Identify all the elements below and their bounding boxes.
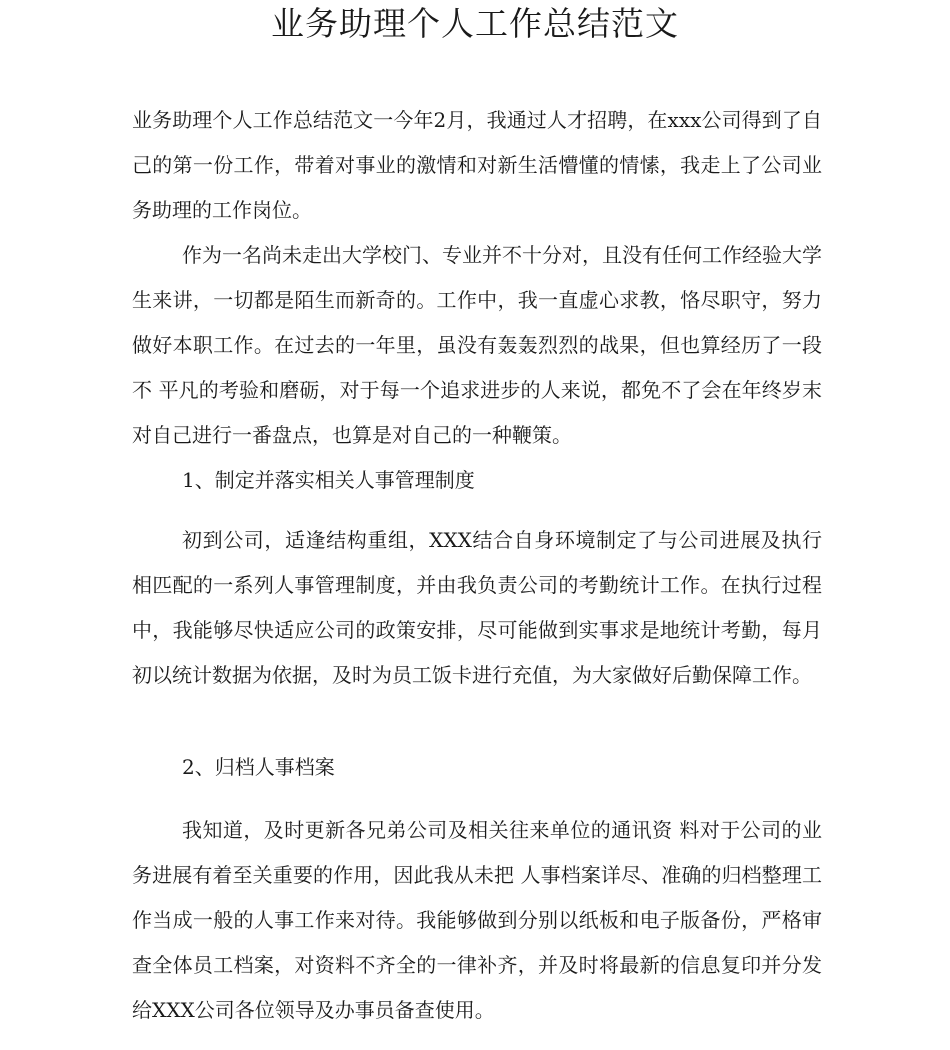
paragraph-background: 作为一名尚未走出大学校门、专业并不十分对，且没有任何工作经验大学生来讲，一切都是陌生而新奇的。工作中，我一直虚心求教，恪尽职守，努力做好本职工作。在过去的一年里，虽没有轰轰烈烈的战果，但也算经历了一段不 平凡的考验和磨砺，对于每一个追求进步的人来说，都免不了会在年终岁末对自己进行一番盘点，也算是对自己的一种鞭策。 (132, 243, 822, 447)
section-heading-2: 2、归档人事档案 (182, 755, 335, 779)
section-body-1: 初到公司，适逢结构重组，XXX结合自身环境制定了与公司进展及执行相匹配的一系列人事管理制度，并由我负责公司的考勤统计工作。在执行过程中，我能够尽快适应公司的政策安排，尽可能做到实事求是地统计考勤，每月初以统计数据为依据，及时为员工饭卡进行充值，为大家做好后勤保障工作。 (132, 528, 822, 687)
paragraph-intro: 业务助理个人工作总结范文一今年2月，我通过人才招聘，在xxx公司得到了自己的第一份工作，带着对事业的激情和对新生活懵懂的情愫，我走上了公司业务助理的工作岗位。 (132, 108, 822, 222)
section-body-2: 我知道，及时更新各兄弟公司及相关往来单位的通讯资 料对于公司的业务进展有着至关重要的作用，因此我从未把 人事档案详尽、准确的归档整理工作当成一般的人事工作来对待。我能够做到分别以纸板和电子版备份，严格审查全体员工档案，对资料不齐全的一律补齐，并及时将最新的信息复印并分发给XXX公司各位领导及办事员备查使用。 (132, 818, 822, 1022)
document-title: 业务助理个人工作总结范文 (271, 4, 679, 43)
section-heading-1: 1、制定并落实相关人事管理制度 (182, 468, 475, 492)
